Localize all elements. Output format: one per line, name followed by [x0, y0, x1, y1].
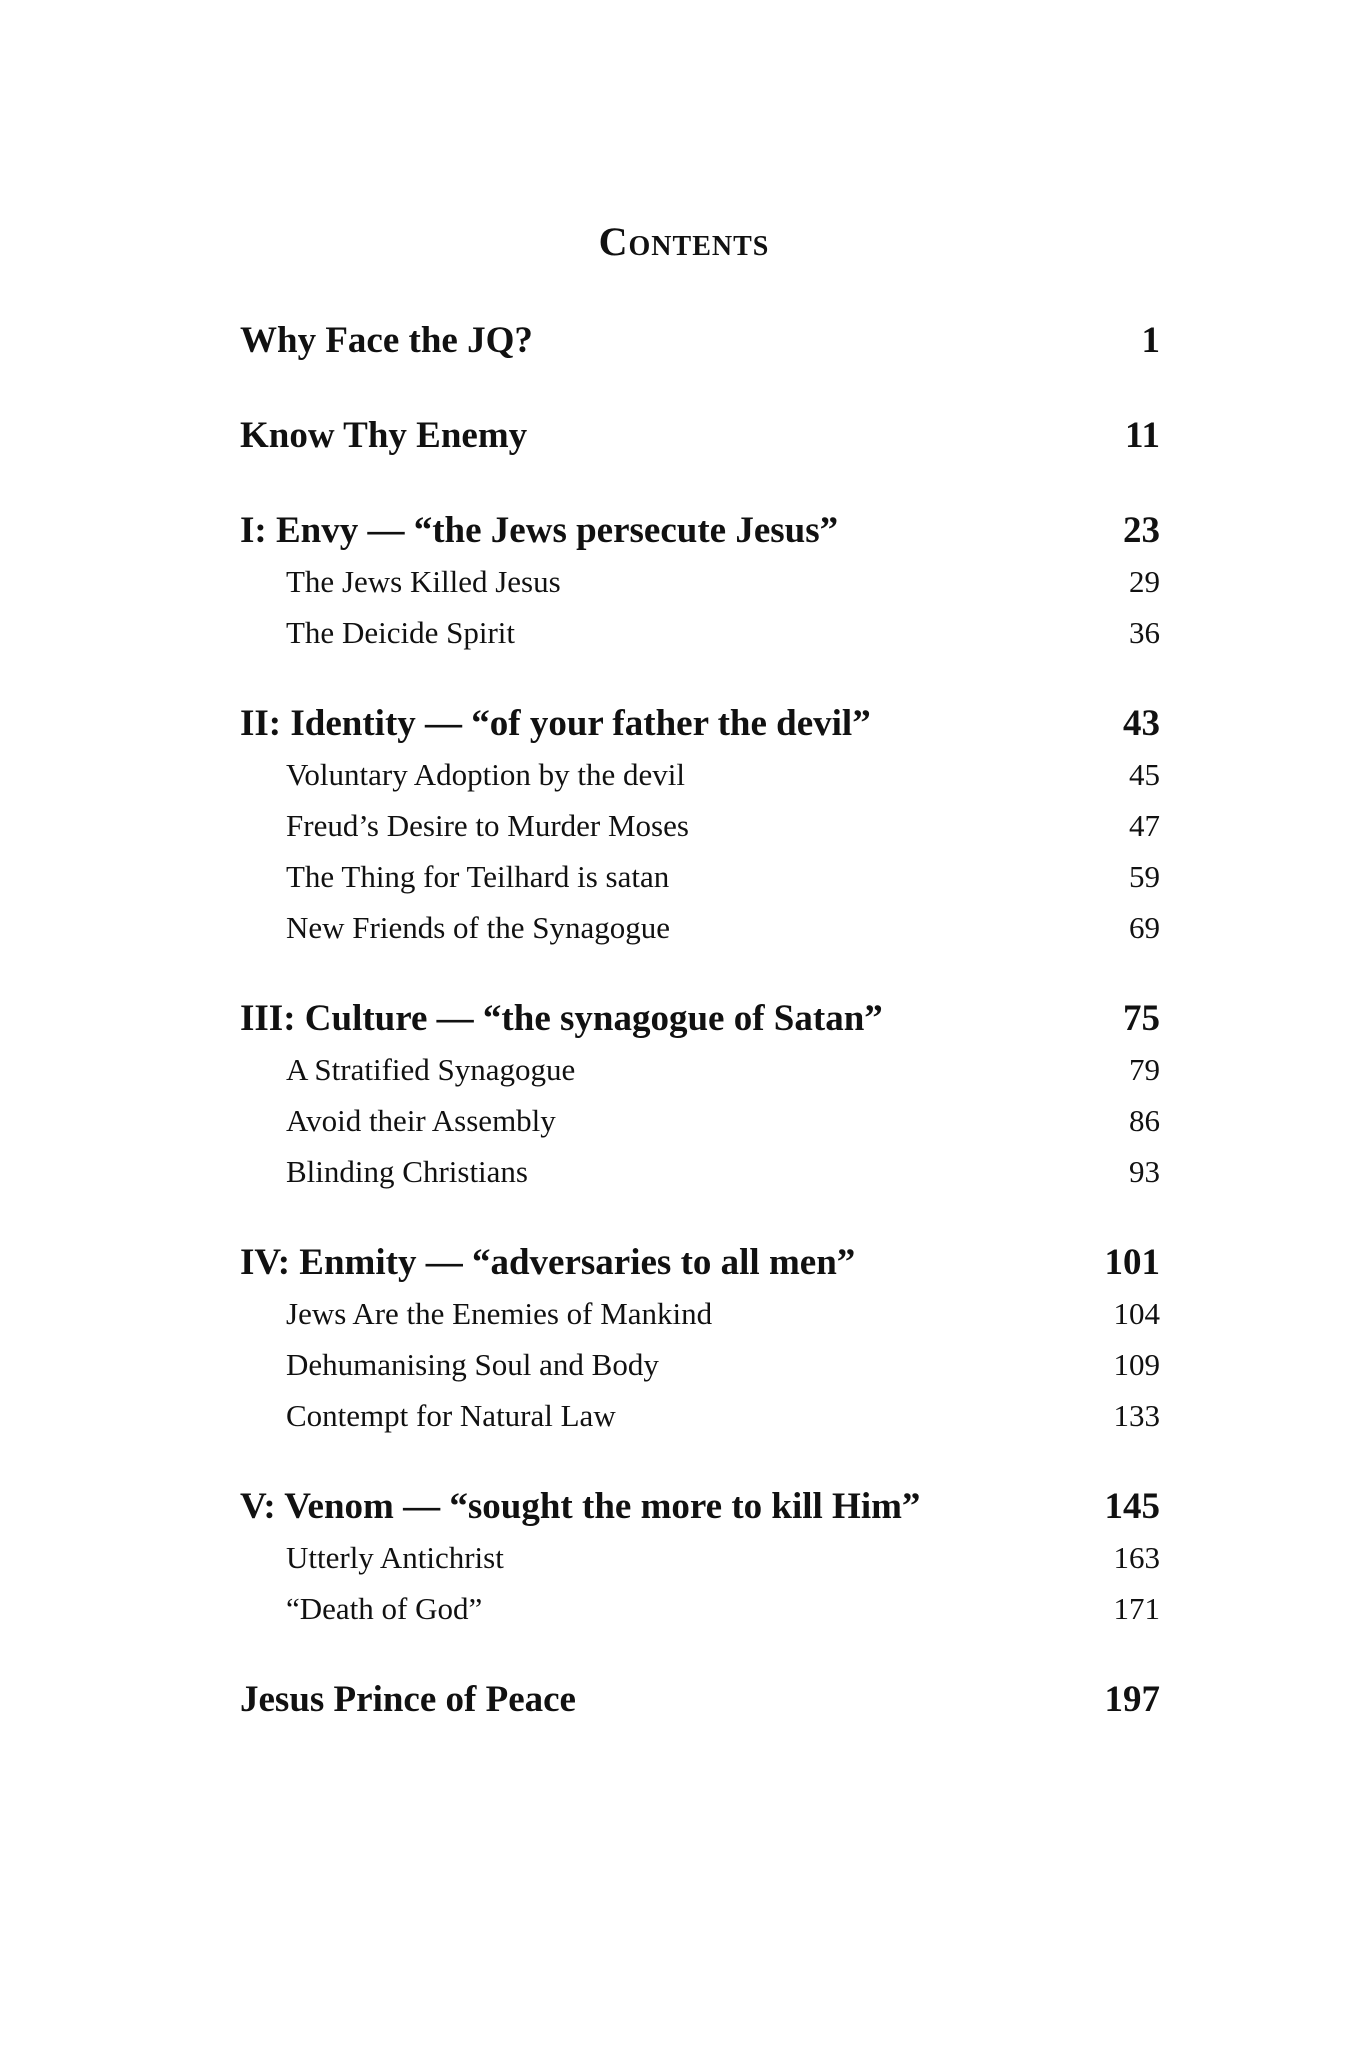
- section-title: Voluntary Adoption by the devil: [286, 757, 685, 792]
- toc-chapter-entry[interactable]: [240, 1482, 1160, 1532]
- chapter-title: I: Envy — “the Jews persecute Jesus”: [240, 510, 839, 551]
- section-title: Blinding Christians: [286, 1154, 528, 1189]
- section-title: Contempt for Natural Law: [286, 1398, 616, 1433]
- toc-section-entry[interactable]: [240, 1339, 1160, 1390]
- section-page-number: 29: [1129, 564, 1160, 599]
- chapter-page-number: 23: [1123, 510, 1160, 551]
- chapter-page-number: 145: [1104, 1486, 1160, 1527]
- section-page-number: 47: [1129, 808, 1160, 843]
- section-title: The Deicide Spirit: [286, 615, 515, 650]
- section-title: Freud’s Desire to Murder Moses: [286, 808, 689, 843]
- section-page-number: 69: [1129, 910, 1160, 945]
- contents-heading: Contents: [598, 219, 770, 264]
- toc-section-entry[interactable]: [240, 1288, 1160, 1339]
- toc-section-entry[interactable]: [240, 1390, 1160, 1441]
- toc-group: [240, 994, 1160, 1197]
- toc-section-entry[interactable]: [240, 902, 1160, 953]
- section-page-number: 163: [1113, 1540, 1160, 1575]
- toc-group: [240, 506, 1160, 658]
- table-of-contents: [240, 316, 1160, 1770]
- section-page-number: 133: [1113, 1398, 1160, 1433]
- toc-section-entry[interactable]: [240, 607, 1160, 658]
- chapter-title: Jesus Prince of Peace: [240, 1679, 576, 1720]
- chapter-page-number: 1: [1141, 320, 1160, 361]
- section-page-number: 171: [1113, 1591, 1160, 1626]
- section-title: Dehumanising Soul and Body: [286, 1347, 659, 1382]
- toc-chapter-entry[interactable]: [240, 1238, 1160, 1288]
- section-page-number: 79: [1129, 1052, 1160, 1087]
- toc-section-entry[interactable]: [240, 851, 1160, 902]
- chapter-title: II: Identity — “of your father the devil”: [240, 703, 871, 744]
- section-page-number: 59: [1129, 859, 1160, 894]
- toc-group: [240, 411, 1160, 461]
- toc-section-entry[interactable]: [240, 1532, 1160, 1583]
- chapter-page-number: 197: [1104, 1679, 1160, 1720]
- chapter-page-number: 101: [1104, 1242, 1160, 1283]
- chapter-title: III: Culture — “the synagogue of Satan”: [240, 998, 883, 1039]
- toc-section-entry[interactable]: [240, 1044, 1160, 1095]
- chapter-title: Know Thy Enemy: [240, 415, 528, 456]
- chapter-page-number: 75: [1123, 998, 1160, 1039]
- section-page-number: 93: [1129, 1154, 1160, 1189]
- section-title: The Thing for Teilhard is satan: [286, 859, 670, 894]
- toc-section-entry[interactable]: [240, 749, 1160, 800]
- toc-group: [240, 1238, 1160, 1441]
- toc-group: [240, 316, 1160, 366]
- chapter-page-number: 43: [1123, 703, 1160, 744]
- section-page-number: 104: [1113, 1296, 1160, 1331]
- section-page-number: 109: [1113, 1347, 1160, 1382]
- section-title: New Friends of the Synagogue: [286, 910, 670, 945]
- toc-chapter-entry[interactable]: [240, 699, 1160, 749]
- toc-group: [240, 699, 1160, 953]
- toc-chapter-entry[interactable]: [240, 506, 1160, 556]
- section-title: A Stratified Synagogue: [286, 1052, 576, 1087]
- section-page-number: 36: [1129, 615, 1160, 650]
- toc-chapter-entry[interactable]: [240, 316, 1160, 366]
- section-title: Jews Are the Enemies of Mankind: [286, 1296, 713, 1331]
- chapter-page-number: 11: [1125, 415, 1160, 456]
- toc-group: [240, 1482, 1160, 1634]
- toc-section-entry[interactable]: [240, 1095, 1160, 1146]
- section-title: Utterly Antichrist: [286, 1540, 504, 1575]
- toc-chapter-entry[interactable]: [240, 1675, 1160, 1725]
- toc-section-entry[interactable]: [240, 800, 1160, 851]
- chapter-title: IV: Enmity — “adversaries to all men”: [240, 1242, 856, 1283]
- toc-section-entry[interactable]: [240, 556, 1160, 607]
- section-title: “Death of God”: [286, 1591, 483, 1626]
- toc-section-entry[interactable]: [240, 1146, 1160, 1197]
- toc-chapter-entry[interactable]: [240, 994, 1160, 1044]
- chapter-title: V: Venom — “sought the more to kill Him”: [240, 1486, 921, 1527]
- section-title: The Jews Killed Jesus: [286, 564, 561, 599]
- section-page-number: 45: [1129, 757, 1160, 792]
- toc-chapter-entry[interactable]: [240, 411, 1160, 461]
- toc-group: [240, 1675, 1160, 1725]
- section-page-number: 86: [1129, 1103, 1160, 1138]
- toc-section-entry[interactable]: [240, 1583, 1160, 1634]
- chapter-title: Why Face the JQ?: [240, 320, 533, 361]
- section-title: Avoid their Assembly: [286, 1103, 556, 1138]
